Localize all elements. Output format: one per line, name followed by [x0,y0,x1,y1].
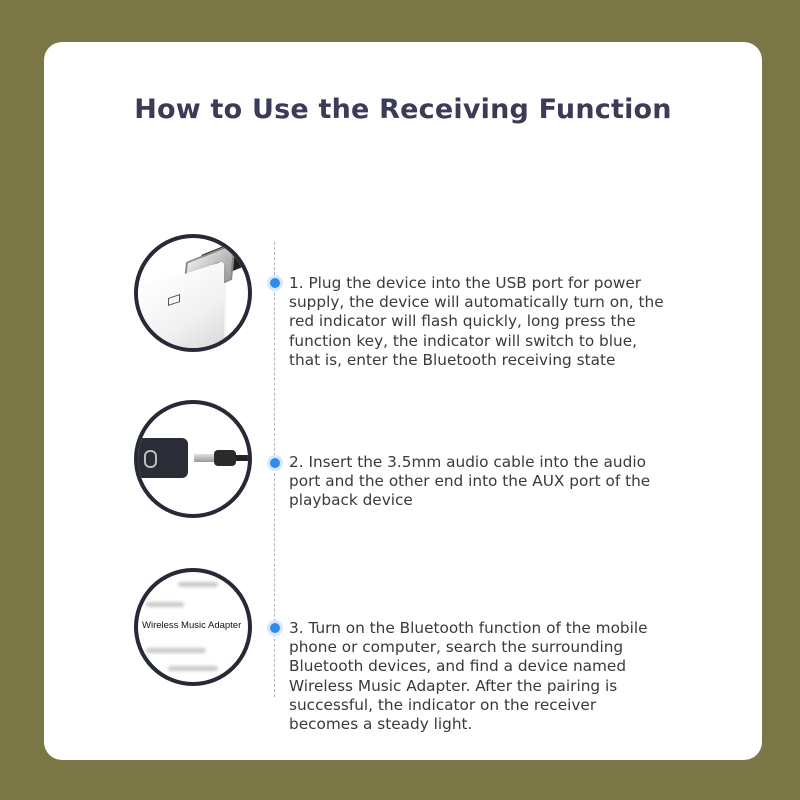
step-1-text: 1. Plug the device into the USB port for power supply, the device will automatically turn on, the red indicator will flash quickly, long press the function key, the indicator will switch to blue, that is, enter the Bluetooth receiving state [289,274,664,369]
blurred-item [178,582,218,587]
indicator-light [134,454,136,460]
page-title: How to Use the Receiving Function [134,94,672,125]
bluetooth-list-image [134,568,252,686]
step-3-text: 3. Turn on the Bluetooth function of the mobile phone or computer, search the surrounding Bluetooth devices, and find a device named Wireless Music Adapter. After the pairing is successful, the indicator on the receiver becomes a steady light. [289,619,648,734]
usb-plug-image [134,234,252,352]
timeline-dot [270,458,280,468]
blurred-item [168,666,218,671]
device-body [134,261,224,352]
step-2-text: 2. Insert the 3.5mm audio cable into the audio port and the other end into the AUX port of the playback device [289,453,651,510]
audio-cable-image [134,400,252,518]
receiver-device [134,438,188,478]
blurred-item [146,602,184,607]
instruction-card [44,42,762,760]
blurred-item [146,648,206,653]
jack-plug-icon [214,450,236,466]
timeline-dot [270,278,280,288]
device-name-label: Wireless Music Adapter [142,620,242,631]
jack-pin [194,454,216,462]
timeline-dot [270,623,280,633]
audio-port [144,450,157,468]
